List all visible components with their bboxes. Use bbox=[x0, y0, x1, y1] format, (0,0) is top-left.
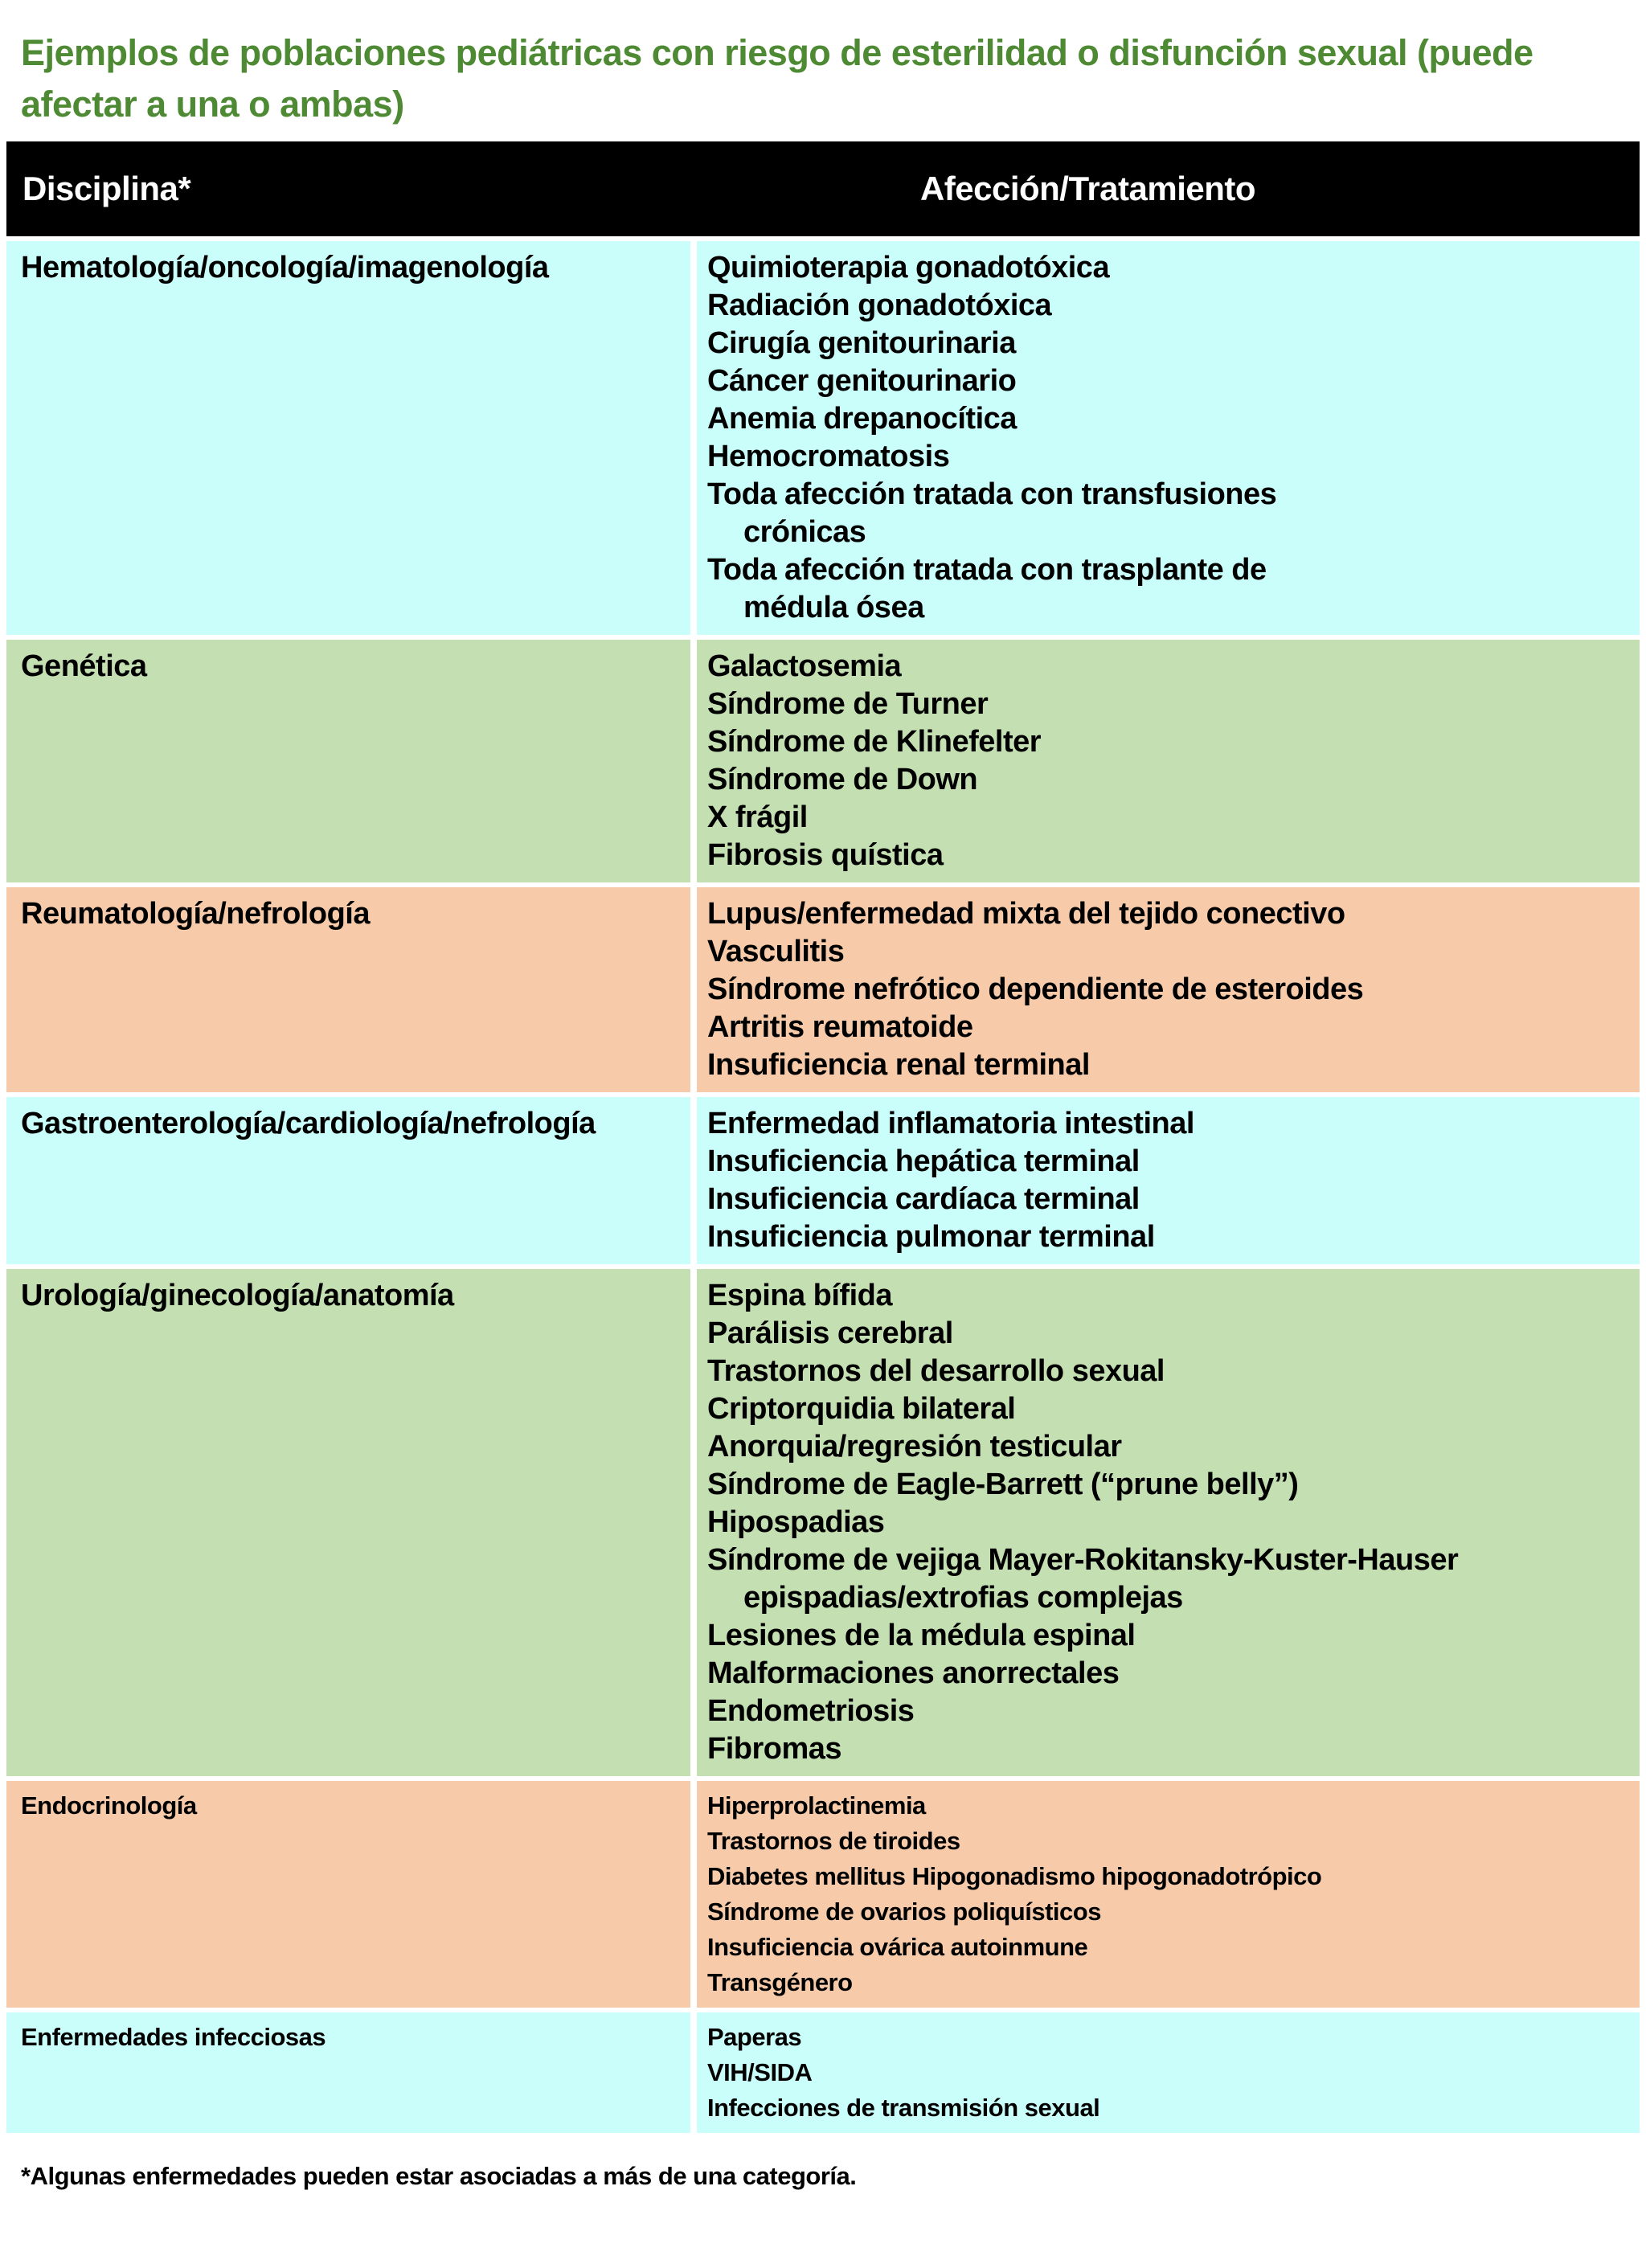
column-gap bbox=[690, 640, 697, 882]
discipline-cell: Genética bbox=[6, 640, 690, 882]
column-gap bbox=[690, 1269, 697, 1776]
condition-line: Paperas bbox=[707, 2023, 802, 2051]
condition-line: Cáncer genitourinario bbox=[707, 364, 1017, 398]
table-row bbox=[6, 1097, 1640, 1264]
footnote: *Algunas enfermedades pueden estar asociadas a más de una categoría. bbox=[21, 2162, 857, 2190]
condition-line: Insuficiencia hepática terminal bbox=[707, 1144, 1140, 1178]
condition-line: epispadias/extrofias complejas bbox=[743, 1581, 1183, 1615]
condition-line: Insuficiencia cardíaca terminal bbox=[707, 1182, 1140, 1216]
condition-line: Endometriosis bbox=[707, 1694, 915, 1728]
condition-line: X frágil bbox=[707, 800, 808, 834]
column-gap bbox=[690, 887, 697, 1092]
condition-line: Fibromas bbox=[707, 1732, 842, 1766]
condition-line: Hipospadias bbox=[707, 1505, 885, 1539]
condition-line: Hiperprolactinemia bbox=[707, 1791, 926, 1820]
discipline-cell: Enfermedades infecciosas bbox=[6, 2012, 690, 2133]
header-condition-treatment: Afección/Tratamiento bbox=[919, 170, 1256, 207]
condition-line: Infecciones de transmisión sexual bbox=[707, 2094, 1100, 2122]
condition-line: Insuficiencia pulmonar terminal bbox=[707, 1220, 1155, 1254]
conditions-cell bbox=[697, 887, 1640, 1092]
condition-line: Galactosemia bbox=[707, 649, 902, 683]
condition-line: Síndrome nefrótico dependiente de esteroides bbox=[707, 972, 1364, 1006]
conditions-cell bbox=[697, 640, 1640, 882]
table-header-row bbox=[6, 141, 1640, 236]
conditions-cell bbox=[697, 1097, 1640, 1264]
header-discipline: Disciplina* bbox=[23, 170, 191, 207]
condition-line: Toda afección tratada con trasplante de bbox=[707, 553, 1267, 587]
condition-line: Lesiones de la médula espinal bbox=[707, 1619, 1136, 1652]
condition-line: Trastornos del desarrollo sexual bbox=[707, 1354, 1165, 1388]
condition-line: Insuficiencia ovárica autoinmune bbox=[707, 1933, 1088, 1961]
condition-line: Diabetes mellitus Hipogonadismo hipogonadotrópico bbox=[707, 1862, 1322, 1890]
condition-line: Síndrome de Turner bbox=[707, 687, 989, 721]
conditions-cell bbox=[697, 241, 1640, 635]
condition-line: Síndrome de Eagle-Barrett (“prune belly”) bbox=[707, 1468, 1299, 1501]
disciplines-table bbox=[6, 141, 1640, 2133]
discipline-cell: Urología/ginecología/anatomía bbox=[6, 1269, 690, 1776]
discipline-cell: Gastroenterología/cardiología/nefrología bbox=[6, 1097, 690, 1264]
condition-line: Vasculitis bbox=[707, 935, 845, 968]
column-gap bbox=[690, 241, 697, 635]
table-row bbox=[6, 887, 1640, 1092]
condition-line: VIH/SIDA bbox=[707, 2058, 813, 2086]
condition-line: Anorquia/regresión testicular bbox=[707, 1430, 1122, 1464]
condition-line: médula ósea bbox=[743, 591, 924, 624]
conditions-cell bbox=[697, 1781, 1640, 2008]
conditions-cell bbox=[697, 1269, 1640, 1776]
column-gap bbox=[690, 2012, 697, 2133]
condition-line: Síndrome de Klinefelter bbox=[707, 725, 1042, 759]
discipline-cell: Hematología/oncología/imagenología bbox=[6, 241, 690, 635]
condition-line: Parálisis cerebral bbox=[707, 1316, 953, 1350]
condition-line: Enfermedad inflamatoria intestinal bbox=[707, 1107, 1194, 1140]
condition-line: Síndrome de vejiga Mayer-Rokitansky-Kuster-Hauser bbox=[707, 1543, 1459, 1577]
table-row bbox=[6, 241, 1640, 635]
condition-line: Síndrome de ovarios poliquísticos bbox=[707, 1898, 1101, 1926]
condition-line: Hemocromatosis bbox=[707, 440, 950, 473]
condition-line: Quimioterapia gonadotóxica bbox=[707, 251, 1110, 285]
page-title: Ejemplos de poblaciones pediátricas con riesgo de esterilidad o disfunción sexual (puede afectar a una o ambas) bbox=[21, 32, 1533, 125]
condition-line: crónicas bbox=[743, 515, 866, 549]
condition-line: Criptorquidia bilateral bbox=[707, 1392, 1016, 1426]
condition-line: Espina bífida bbox=[707, 1279, 892, 1312]
column-gap bbox=[690, 1097, 697, 1264]
condition-line: Insuficiencia renal terminal bbox=[707, 1048, 1090, 1082]
condition-line: Anemia drepanocítica bbox=[707, 402, 1017, 436]
condition-line: Cirugía genitourinaria bbox=[707, 326, 1016, 360]
condition-line: Transgénero bbox=[707, 1968, 853, 1996]
condition-line: Síndrome de Down bbox=[707, 763, 978, 796]
condition-line: Lupus/enfermedad mixta del tejido conectivo bbox=[707, 897, 1345, 931]
table-row bbox=[6, 640, 1640, 882]
condition-line: Trastornos de tiroides bbox=[707, 1827, 960, 1855]
discipline-cell: Endocrinología bbox=[6, 1781, 690, 2008]
condition-line: Artritis reumatoide bbox=[707, 1010, 973, 1044]
table-row bbox=[6, 1269, 1640, 1776]
column-gap bbox=[690, 1781, 697, 2008]
table-row bbox=[6, 2012, 1640, 2133]
table-body bbox=[6, 241, 1640, 2133]
condition-line: Fibrosis quística bbox=[707, 838, 944, 872]
condition-line: Malformaciones anorrectales bbox=[707, 1656, 1120, 1690]
conditions-cell bbox=[697, 2012, 1640, 2133]
condition-line: Toda afección tratada con transfusiones bbox=[707, 477, 1277, 511]
table-row bbox=[6, 1781, 1640, 2008]
condition-line: Radiación gonadotóxica bbox=[707, 289, 1052, 322]
discipline-cell: Reumatología/nefrología bbox=[6, 887, 690, 1092]
